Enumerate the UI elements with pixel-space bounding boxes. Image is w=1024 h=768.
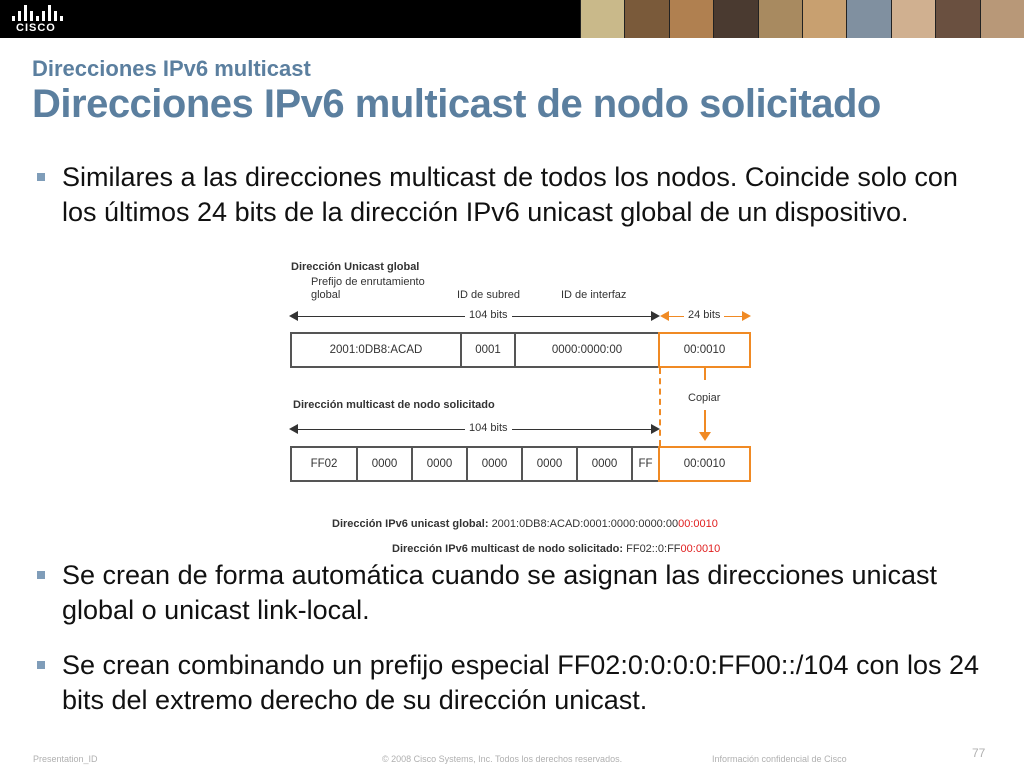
cisco-bars-icon — [12, 5, 62, 21]
summary-multicast-value: FF02::0:FF — [626, 543, 681, 555]
footer-copyright: © 2008 Cisco Systems, Inc. Todos los derechos reservados. — [382, 754, 623, 764]
photo-8 — [891, 0, 935, 38]
bullet-square-icon — [37, 571, 45, 579]
prefix-label-line1: Prefijo de enrutamiento — [311, 276, 425, 288]
photo-4 — [713, 0, 757, 38]
multicast-title: Dirección multicast de nodo solicitado — [293, 399, 495, 411]
arrow-left-icon — [289, 424, 298, 434]
photo-9 — [935, 0, 979, 38]
bullet-text: Se crean de forma automática cuando se asignan las direcciones unicast global o unicast link-local. — [62, 560, 938, 625]
photo-5 — [758, 0, 802, 38]
subnet-label: ID de subred — [457, 289, 520, 301]
unicast-cell-interface: 0000:0000:00 — [514, 332, 660, 368]
arrow-right-icon — [651, 311, 660, 321]
bullet-text: Similares a las direcciones multicast de todos los nodos. Coincide solo con los últimos 24 bits de la dirección IPv6 unicast global de un dispositivo. — [62, 162, 958, 227]
slide-title: Direcciones IPv6 multicast de nodo solicitado — [32, 82, 881, 126]
address-diagram — [285, 258, 765, 558]
summary-unicast-red: 00:0010 — [678, 518, 718, 530]
arrow-left-icon — [289, 311, 298, 321]
summary-multicast-red: 00:0010 — [680, 543, 721, 555]
prefix-label-line2: global — [311, 289, 341, 301]
unicast-title: Dirección Unicast global — [291, 261, 420, 273]
multicast-cell-zero: 0000 — [411, 446, 468, 482]
arrow-right-icon — [651, 424, 660, 434]
copy-label: Copiar — [688, 392, 721, 404]
bullet-item — [37, 160, 997, 230]
unicast-cell-last24: 00:0010 — [658, 332, 751, 368]
photo-10 — [980, 0, 1024, 38]
photo-2 — [624, 0, 668, 38]
bullet-item — [37, 558, 997, 628]
page-number: 77 — [972, 746, 986, 760]
multicast-cell-last24: 00:0010 — [658, 446, 751, 482]
photo-6 — [802, 0, 846, 38]
multicast-cell-ff: FF — [631, 446, 660, 482]
bullet-square-icon — [37, 661, 45, 669]
arrow-right-orange-icon — [742, 311, 751, 321]
copy-arrow-shaft — [704, 410, 706, 434]
multicast-cell-ff02: FF02 — [290, 446, 358, 482]
summary-multicast-label: Dirección IPv6 multicast de nodo solicitado: — [392, 543, 624, 555]
photo-7 — [846, 0, 890, 38]
slide-subtitle: Direcciones IPv6 multicast — [32, 56, 311, 81]
bits-104-label: 104 bits — [465, 309, 512, 321]
header-photo-strip — [580, 0, 1024, 38]
summary-unicast — [332, 518, 718, 530]
bullet-item — [37, 648, 997, 718]
unicast-cell-subnet: 0001 — [460, 332, 516, 368]
unicast-cell-prefix: 2001:0DB8:ACAD — [290, 332, 462, 368]
bits-24-label: 24 bits — [684, 309, 724, 321]
bits-104b-label: 104 bits — [465, 422, 512, 434]
dashed-divider — [659, 368, 661, 446]
summary-unicast-label: Dirección IPv6 unicast global: — [332, 518, 489, 530]
multicast-cell-zero: 0000 — [356, 446, 413, 482]
copy-arrow-top — [704, 368, 706, 380]
summary-unicast-value: 2001:0DB8:ACAD:0001:0000:0000:00 — [491, 518, 679, 530]
footer-presentation-id: Presentation_ID — [33, 754, 98, 764]
interface-label: ID de interfaz — [561, 289, 627, 301]
multicast-cell-zero: 0000 — [521, 446, 578, 482]
photo-3 — [669, 0, 713, 38]
summary-multicast — [392, 543, 720, 555]
footer-confidential: Información confidencial de Cisco — [712, 754, 847, 764]
multicast-cell-zero: 0000 — [466, 446, 523, 482]
multicast-cell-zero: 0000 — [576, 446, 633, 482]
bullet-square-icon — [37, 173, 45, 181]
cisco-logo — [10, 4, 70, 34]
bullet-text: Se crean combinando un prefijo especial FF02:0:0:0:0:FF00::/104 con los 24 bits del extremo derecho de su dirección unicast. — [62, 650, 980, 715]
arrow-left-orange-icon — [660, 311, 669, 321]
copy-arrow-down-icon — [699, 432, 711, 441]
photo-1 — [580, 0, 624, 38]
cisco-logo-text: CISCO — [16, 22, 56, 34]
